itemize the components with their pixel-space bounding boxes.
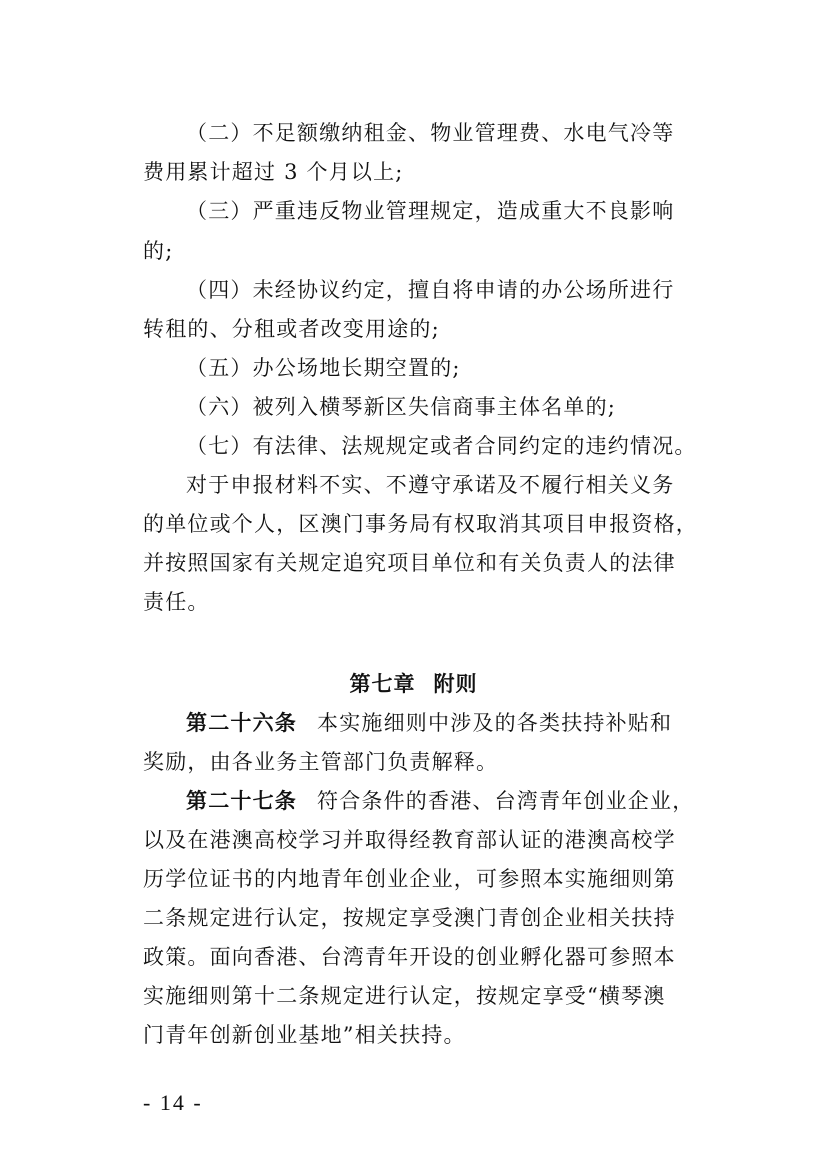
text-line: 的单位或个人，区澳门事务局有权取消其项目申报资格， (143, 512, 698, 536)
text-line: 费用累计超过 3 个月以上; (143, 160, 404, 184)
text-line: 责任。 (143, 590, 210, 614)
text-line: （四）未经协议约定，擅自将申请的办公场所进行 (186, 278, 675, 302)
chapter-title: 附则 (433, 672, 478, 696)
article-27-label: 第二十七条 (186, 789, 297, 813)
chapter-number: 第七章 (349, 672, 416, 696)
text-line: 实施细则第十二条规定进行认定，按规定享受“横琴澳 (143, 984, 666, 1008)
text-line: （七）有法律、法规规定或者合同约定的违约情况。 (186, 434, 697, 458)
text-line: （六）被列入横琴新区失信商事主体名单的; (186, 395, 617, 419)
text-line: 奖励，由各业务主管部门负责解释。 (143, 750, 499, 774)
text-line: 政策。面向香港、台湾青年开设的创业孵化器可参照本 (143, 945, 676, 969)
text-line: 二条规定进行认定，按规定享受澳门青创企业相关扶持 (143, 906, 676, 930)
text-line: （二）不足额缴纳租金、物业管理费、水电气冷等 (186, 121, 675, 145)
chapter-heading (0, 669, 827, 699)
text-line: 门青年创新创业基地”相关扶持。 (143, 1023, 466, 1047)
article-26-label: 第二十六条 (186, 711, 297, 735)
text-line: 对于申报材料不实、不遵守承诺及不履行相关义务 (186, 473, 675, 497)
text-line: （五）办公场地长期空置的; (186, 356, 461, 380)
article-27-first-line (186, 786, 703, 816)
article-26-first-line (186, 708, 703, 738)
text-line: 本实施细则中涉及的各类扶持补贴和 (317, 711, 673, 735)
text-line: （三）严重违反物业管理规定，造成重大不良影响 (186, 199, 675, 223)
text-line: 符合条件的香港、台湾青年创业企业， (317, 789, 695, 813)
page-number: - 14 - (143, 1090, 203, 1115)
text-line: 的; (143, 239, 174, 263)
text-line: 并按照国家有关规定追究项目单位和有关负责人的法律 (143, 551, 676, 575)
text-line: 历学位证书的内地青年创业企业，可参照本实施细则第 (143, 867, 676, 891)
text-line: 以及在港澳高校学习并取得经教育部认证的港澳高校学 (143, 828, 676, 852)
text-line: 转租的、分租或者改变用途的; (143, 317, 440, 341)
